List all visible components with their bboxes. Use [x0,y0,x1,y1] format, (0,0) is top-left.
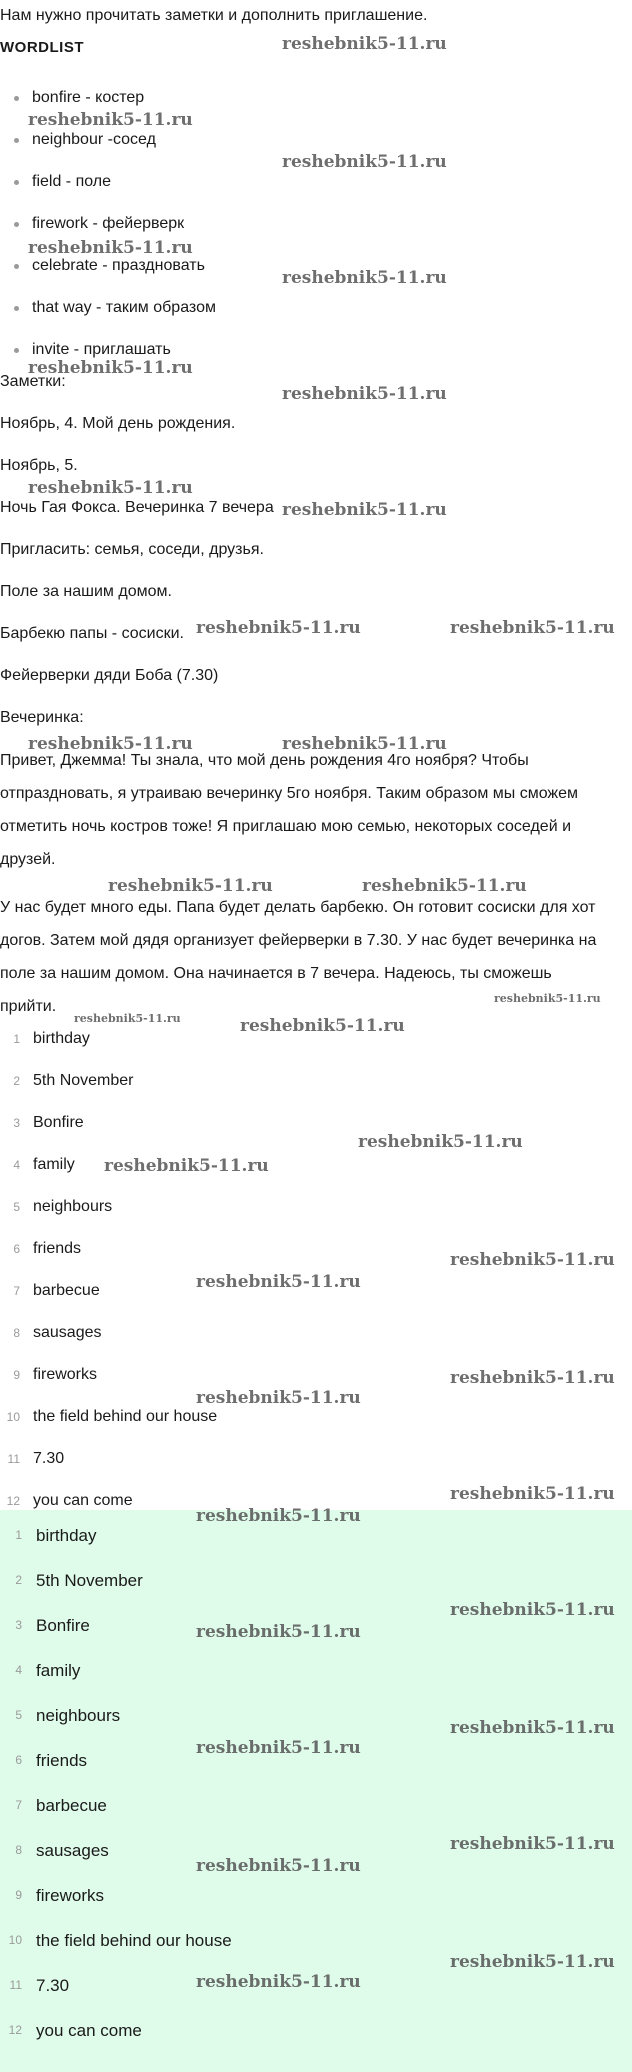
wordlist-item: invite - приглашать [0,340,216,382]
item-number: 12 [6,1494,20,1508]
item-text: neighbours [36,1706,121,1725]
watermark: reshebnik5-11.ru [358,1132,523,1152]
item-number: 10 [8,1933,22,1947]
invitation-line: Привет, Джемма! Ты знала, что мой день рождения 4го ноября? Чтобы [0,752,529,769]
wordlist [0,88,216,382]
watermark: reshebnik5-11.ru [282,34,447,54]
list-item [0,1884,632,1929]
watermark: reshebnik5-11.ru [240,1016,405,1036]
item-text: 5th November [36,1571,143,1590]
item-text: sausages [36,1841,109,1860]
wordlist-item: field - поле [0,172,216,214]
item-number: 12 [8,2023,22,2037]
watermark: reshebnik5-11.ru [74,1012,181,1025]
watermark: reshebnik5-11.ru [108,876,273,896]
item-number: 3 [15,1618,22,1632]
item-number: 1 [13,1032,20,1046]
item-number: 7 [13,1284,20,1298]
notes-line: Пригласить: семья, соседи, друзья. [0,541,264,558]
item-number: 2 [15,1573,22,1587]
invitation-line: поле за нашим домом. Она начинается в 7 вечера. Надеюсь, ты сможешь [0,965,552,982]
item-number: 6 [15,1753,22,1767]
watermark: reshebnik5-11.ru [282,734,447,754]
item-text: friends [33,1240,82,1257]
wordlist-item: celebrate - праздновать [0,256,216,298]
invitation-paragraph-1 [0,744,620,876]
invitation-line: У нас будет много еды. Папа будет делать барбекю. Он готовит сосиски для хот [0,899,596,916]
item-text: birthday [33,1030,90,1047]
wordlist-item: neighbour -сосед [0,130,216,172]
item-number: 8 [15,1843,22,1857]
watermark: reshebnik5-11.ru [282,500,447,520]
watermark: reshebnik5-11.ru [28,358,193,378]
invitation-line: догов. Затем мой дядя организует фейерверки в 7.30. У нас будет вечеринка на [0,932,597,949]
list-item [0,1154,632,1196]
item-text: the field behind our house [36,1931,232,1950]
wordlist-title: WORDLIST [0,39,84,56]
notes-line: Барбекю папы - сосиски. [0,625,184,642]
item-text: 5th November [33,1072,134,1089]
invitation-line: прийти. [0,998,57,1015]
item-text: 7.30 [33,1450,65,1467]
item-text: you can come [33,1492,133,1509]
item-number: 7 [15,1798,22,1812]
invitation-line: отметить ночь костров тоже! Я приглашаю мою семью, некоторых соседей и [0,818,572,835]
watermark: reshebnik5-11.ru [28,110,193,130]
list-item [0,1524,632,1569]
item-number: 9 [15,1888,22,1902]
watermark: reshebnik5-11.ru [196,1506,361,1526]
item-text: sausages [33,1324,102,1341]
list-item [0,1322,632,1364]
item-text: birthday [36,1526,97,1545]
watermark: reshebnik5-11.ru [282,152,447,172]
watermark: reshebnik5-11.ru [196,618,361,638]
watermark: reshebnik5-11.ru [28,238,193,258]
item-text: Bonfire [33,1114,84,1131]
item-number: 11 [9,1978,22,1992]
list-item [0,1112,632,1154]
item-number: 11 [7,1452,20,1466]
item-number: 1 [15,1528,22,1542]
notes-title: Заметки: [0,373,66,390]
watermark: reshebnik5-11.ru [196,1972,361,1992]
watermark: reshebnik5-11.ru [196,1856,361,1876]
list-item [0,1406,632,1448]
item-text: friends [36,1751,88,1770]
watermark: reshebnik5-11.ru [494,992,601,1005]
watermark: reshebnik5-11.ru [196,1272,361,1292]
item-number: 5 [13,1200,20,1214]
notes-line: Вечеринка: [0,709,84,726]
item-text: family [36,1661,81,1680]
watermark: reshebnik5-11.ru [450,618,615,638]
invitation-line: отпраздновать, я утраиваю вечеринку 5го ноября. Таким образом мы сможем [0,785,579,802]
item-number: 9 [13,1368,20,1382]
item-number: 8 [13,1326,20,1340]
watermark: reshebnik5-11.ru [450,1834,615,1854]
item-text: Bonfire [36,1616,90,1635]
list-item [0,1659,632,1704]
watermark: reshebnik5-11.ru [282,268,447,288]
notes-line: Поле за нашим домом. [0,583,172,600]
watermark: reshebnik5-11.ru [28,478,193,498]
list-item [0,2019,632,2064]
item-text: 7.30 [36,1976,70,1995]
watermark: reshebnik5-11.ru [450,1952,615,1972]
wordlist-item: firework - фейерверк [0,214,216,256]
invitation-line: друзей. [0,851,56,868]
item-number: 6 [13,1242,20,1256]
wordlist-item: that way - таким образом [0,298,216,340]
notes-line: Ноябрь, 4. Мой день рождения. [0,415,236,432]
watermark: reshebnik5-11.ru [450,1600,615,1620]
watermark: reshebnik5-11.ru [450,1718,615,1738]
list-item [0,1196,632,1238]
intro-text: Нам нужно прочитать заметки и дополнить приглашение. [0,7,428,24]
watermark: reshebnik5-11.ru [362,876,527,896]
watermark: reshebnik5-11.ru [104,1156,269,1176]
item-text: the field behind our house [33,1408,218,1425]
item-number: 3 [13,1116,20,1130]
watermark: reshebnik5-11.ru [282,384,447,404]
watermark: reshebnik5-11.ru [28,734,193,754]
notes-line: Ночь Гая Фокса. Вечеринка 7 вечера [0,499,274,516]
item-text: fireworks [36,1886,105,1905]
watermark: reshebnik5-11.ru [196,1388,361,1408]
item-number: 10 [6,1410,20,1424]
watermark: reshebnik5-11.ru [450,1368,615,1388]
item-text: fireworks [33,1366,98,1383]
item-text: family [33,1156,75,1173]
item-text: barbecue [33,1282,100,1299]
item-text: neighbours [33,1198,113,1215]
item-number: 5 [15,1708,22,1722]
item-text: barbecue [36,1796,107,1815]
item-text: you can come [36,2021,142,2040]
notes-line: Ноябрь, 5. [0,457,78,474]
watermark: reshebnik5-11.ru [450,1250,615,1270]
watermark: reshebnik5-11.ru [450,1484,615,1504]
list-item [0,1794,632,1839]
watermark: reshebnik5-11.ru [196,1738,361,1758]
item-number: 4 [13,1158,20,1172]
list-item [0,1070,632,1112]
item-number: 2 [13,1074,20,1088]
watermark: reshebnik5-11.ru [196,1622,361,1642]
notes-line: Фейерверки дяди Боба (7.30) [0,667,219,684]
wordlist-item: bonfire - костер [0,88,216,130]
item-number: 4 [15,1663,22,1677]
